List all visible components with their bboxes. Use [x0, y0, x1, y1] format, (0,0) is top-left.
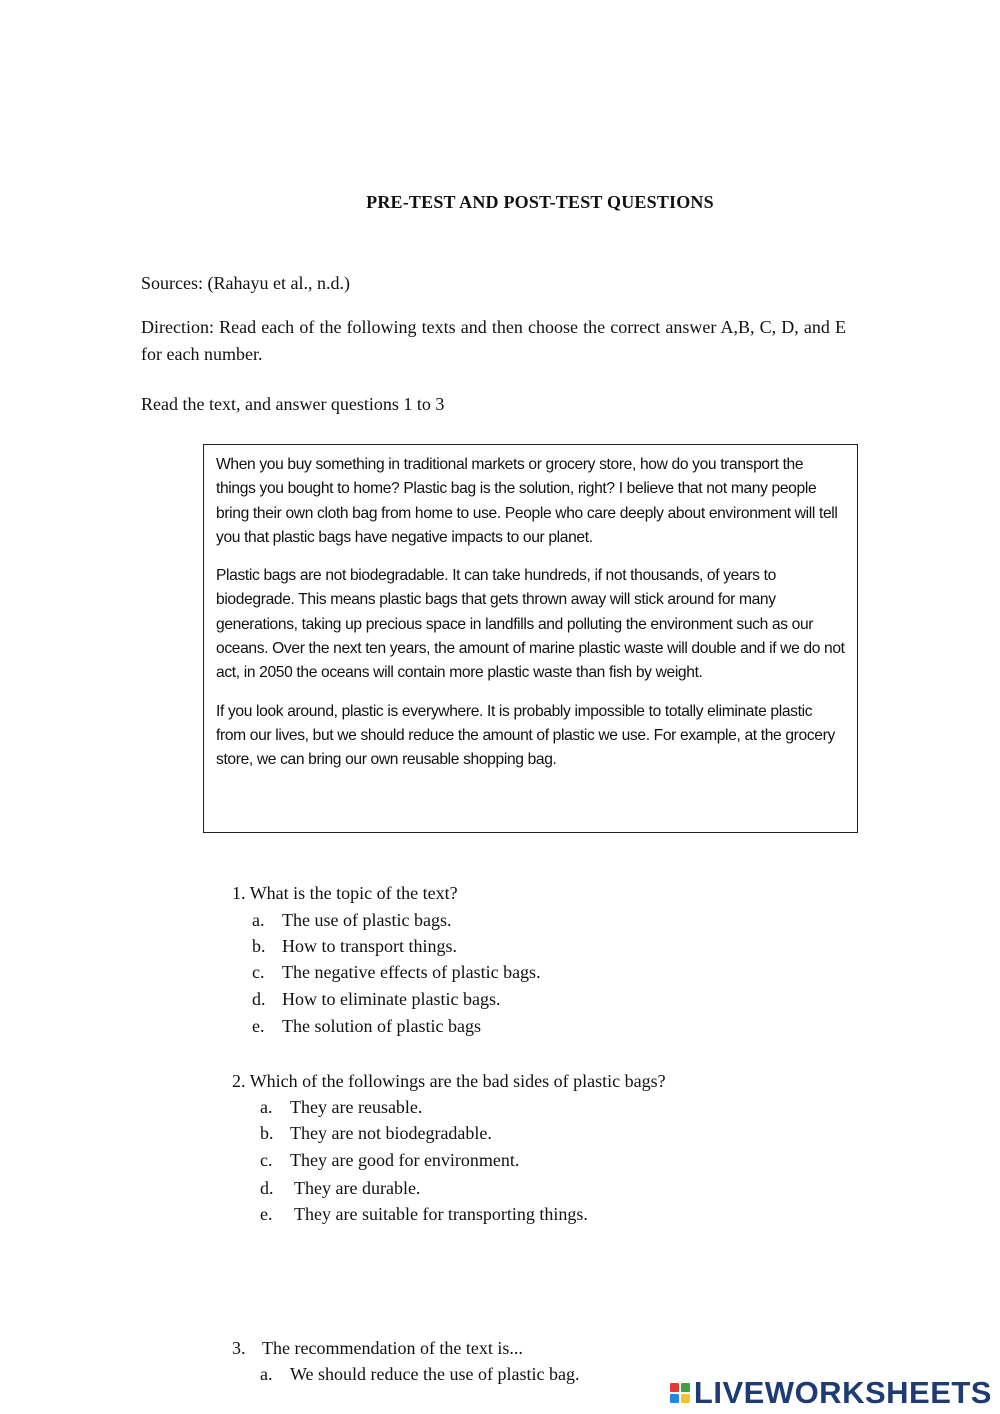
option-text: We should reduce the use of plastic bag. [290, 1364, 580, 1384]
option-text: They are suitable for transporting things. [294, 1204, 588, 1224]
question-2 [232, 1071, 666, 1092]
option-letter: c. [260, 1150, 273, 1170]
sources-line: Sources: (Rahayu et al., n.d.) [141, 273, 350, 293]
option-3a[interactable] [260, 1364, 579, 1385]
question-1 [232, 883, 458, 904]
option-1a[interactable] [252, 910, 451, 931]
question-number: 1. [232, 883, 246, 903]
option-letter: d. [260, 1178, 274, 1198]
option-letter: c. [252, 962, 265, 982]
passage-paragraph-1: When you buy something in traditional markets or grocery store, how do you transport the things you bought to home? Plastic bag is the solution, right? I believe that not many people bring their own cloth bag from home to use. People who care deeply about environment will tell you that plastic bags have negative impacts to our planet. [216, 456, 838, 546]
option-1c[interactable] [252, 962, 541, 983]
option-letter: e. [260, 1204, 273, 1224]
option-2e[interactable] [260, 1204, 588, 1225]
question-number: 3. [232, 1338, 246, 1358]
option-text: The negative effects of plastic bags. [282, 962, 541, 982]
passage-paragraph-3: If you look around, plastic is everywhere. It is probably impossible to totally eliminate plastic from our lives, but we should reduce the amount of plastic we use. For example, at the grocery store, we can bring our own reusable shopping bag. [216, 702, 835, 769]
option-letter: a. [260, 1364, 273, 1384]
option-letter: b. [252, 936, 266, 956]
question-3 [232, 1338, 523, 1359]
option-letter: a. [252, 910, 265, 930]
direction-text: Direction: Read each of the following texts and then choose the correct answer A,B, C, D, and E for each number. [141, 317, 846, 364]
question-text: The recommendation of the text is... [262, 1338, 523, 1358]
option-text: How to transport things. [282, 936, 457, 956]
option-2a[interactable] [260, 1097, 422, 1118]
reading-passage-box [203, 444, 858, 833]
question-text: Which of the followings are the bad sides of plastic bags? [249, 1071, 666, 1091]
option-text: They are good for environment. [290, 1150, 520, 1170]
question-text: What is the topic of the text? [249, 883, 458, 903]
option-text: The use of plastic bags. [282, 910, 452, 930]
reading-instruction: Read the text, and answer questions 1 to 3 [141, 394, 445, 414]
option-2b[interactable] [260, 1123, 492, 1144]
page-title: PRE-TEST AND POST-TEST QUESTIONS [366, 192, 714, 212]
passage-paragraph-2: Plastic bags are not biodegradable. It can take hundreds, if not thousands, of years to biodegrade. This means plastic bags that gets thrown away will stick around for many generations, taking up precious space in landfills and polluting the environment such as our oceans. Over the next ten years, the amount of marine plastic waste will double and if we do not act, in 2050 the oceans will contain more plastic waste than fish by weight. [216, 567, 845, 682]
option-letter: e. [252, 1016, 265, 1036]
option-1e[interactable] [252, 1016, 481, 1037]
watermark-text: LIVEWORKSHEETS [693, 1375, 992, 1410]
question-number: 2. [232, 1071, 246, 1091]
option-text: They are reusable. [290, 1097, 423, 1117]
option-text: They are durable. [294, 1178, 421, 1198]
option-letter: b. [260, 1123, 274, 1143]
liveworksheets-logo-icon [670, 1383, 690, 1403]
option-2c[interactable] [260, 1150, 519, 1171]
liveworksheets-watermark [670, 1376, 992, 1410]
option-1d[interactable] [252, 989, 500, 1010]
option-1b[interactable] [252, 936, 457, 957]
option-2d[interactable] [260, 1178, 420, 1199]
option-letter: a. [260, 1097, 273, 1117]
option-text: They are not biodegradable. [290, 1123, 492, 1143]
option-letter: d. [252, 989, 266, 1009]
option-text: The solution of plastic bags [282, 1016, 481, 1036]
option-text: How to eliminate plastic bags. [282, 989, 501, 1009]
